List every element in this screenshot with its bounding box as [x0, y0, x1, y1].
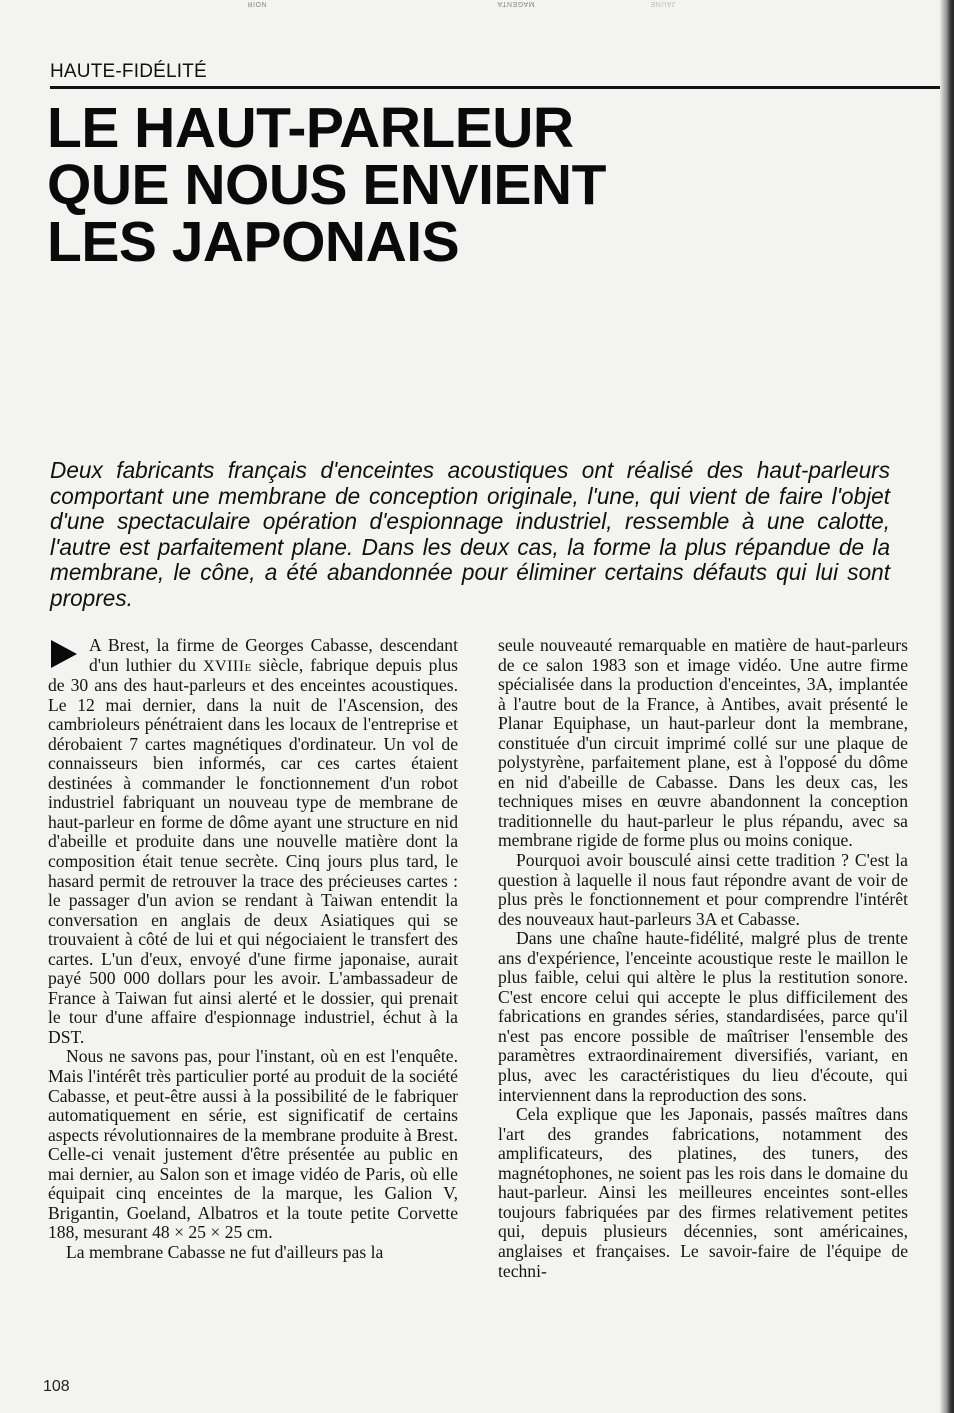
- body-paragraph: seule nouveauté remarquable en matière de haut-parleurs de ce salon 1983 son et image vidéo. Une autre firme spécialisée dans la production d'enceintes, 3A, implantée à l'autre bout de la France, à Antibes, avait présenté le Planar Equiphase, un haut-parleur dont la membrane, constituée d'un circuit imprimé collé sur une plaque de polystyrène, parfaitement plane, est à l'opposé du dôme en nid d'abeille de Cabasse. Dans les deux cas, les techniques mises en œuvre abandonnent la conception traditionnelle du haut-parleur le plus répandu, avec sa membrane rigide de forme plus ou moins conique.: [498, 635, 908, 851]
- headline-line: LE HAUT-PARLEUR: [47, 96, 574, 160]
- body-paragraph: Pourquoi avoir bousculé ainsi cette tradition ? C'est la question à laquelle il nous faut répondre avant de voir de plus près le fonctionnement et pour comprendre l'intérêt des nouveaux haut-parleurs 3A et Cabasse.: [498, 850, 908, 929]
- century-numeral: XVIIIe: [202, 657, 252, 675]
- body-paragraph: A Brest, la firme de Georges Cabasse, descendant d'un luthier du XVIIIe siècle, fabrique depuis plus de 30 ans des haut-parleurs et des enceintes acoustiques. Le 12 mai dernier, dans la nuit de l'Ascension, des cambrioleurs pénétraient dans les locaux de l'entreprise et dérobaient 7 cartes magnétiques d'ordinateur. Un vol de connaisseurs bien informés, car ces cartes étaient destinées à commander le fonctionnement d'un robot industriel fabriquant un nouveau type de membrane de haut-parleur en forme de dôme ayant une structure en nid d'abeille et produite dans une nouvelle matière dont la composition était tenue secrète. Cinq jours plus tard, le hasard permit de retrouver la trace des précieuses cartes : le passager d'un avion se rendant à Taiwan entendit la conversation en anglais de deux Asiatiques qui se trouvaient à côté de lui et qui négociaient le transfert des cartes. L'un d'eux, envoyé d'une firme japonaise, aurait payé 500 000 dollars pour les avoir. L'ambassadeur de France à Taiwan fut ainsi alerté et le dossier, qui prenait le tour d'une affaire d'espionnage industriel, échut à la DST.: [48, 635, 458, 1047]
- article-lead-paragraph: Deux fabricants français d'enceintes acoustiques ont réalisé des haut-parleurs comportant une membrane de conception originale, l'une, qui vient de faire l'objet d'une spectaculaire opération d'espionnage industriel, ressemble à une calotte, l'autre est parfaitement plane. Dans les deux cas, la forme la plus répandue de la membrane, le cône, a été abandonnée pour éliminer certains défauts qui lui sont propres.: [50, 457, 891, 611]
- registration-mark: NOIR: [247, 0, 267, 7]
- header-rule: [50, 86, 954, 89]
- body-paragraph: La membrane Cabasse ne fut d'ailleurs pas la: [66, 1241, 384, 1262]
- headline-line: QUE NOUS ENVIENT: [47, 153, 606, 217]
- body-column-left: [48, 636, 458, 1263]
- section-label: HAUTE-FIDÉLITÉ: [50, 61, 207, 82]
- body-paragraph: Dans une chaîne haute-fidélité, malgré plus de trente ans d'expérience, l'enceinte acoustique reste le maillon le plus faible, celui qui altère le plus la restitution sonore. C'est encore celui qui accepte le plus difficilement des fabrications en grandes séries, standardisées, parce qu'il n'est pas encore possible de maîtriser l'ensemble des paramètres extraordinairement diversifiés, variant, en plus, avec les caractéristiques du lieu d'écoute, qui interviennent dans la reproduction des sons.: [498, 928, 908, 1105]
- headline-line: LES JAPONAIS: [47, 210, 460, 274]
- page-number: 108: [43, 1378, 70, 1395]
- registration-mark: JAUNE: [650, 0, 676, 7]
- body-column-right: [498, 636, 908, 1281]
- article-headline: [47, 96, 606, 274]
- triangle-marker-icon: [51, 640, 77, 668]
- registration-mark: MAGENTA: [497, 0, 535, 7]
- printer-registration-marks: [0, 0, 954, 12]
- page-binding-shadow: [940, 0, 954, 1413]
- body-paragraph: Nous ne savons pas, pour l'instant, où en est l'enquête. Mais l'intérêt très particulier porté au produit de la société Cabasse, et peut-être aussi à la possibilité de le fabriquer automatiquement en série, est significatif de certains aspects révolutionnaires de la membrane produite à Brest. Celle-ci venait justement d'être présentée au public en mai dernier, au Salon son et image vidéo de Paris, où elle équipait cinq enceintes de la marque, les Galion V, Brigantin, Goeland, Albatros et la toute petite Corvette 188, mesurant 48 × 25 × 25 cm.: [48, 1046, 458, 1243]
- body-paragraph: Cela explique que les Japonais, passés maîtres dans l'art des grandes fabrications, notamment des amplificateurs, des platines, des tuners, des magnétophones, ne soient pas les rois dans le domaine du haut-parleur. Ainsi les meilleures enceintes sont-elles toujours fabriquées par des firmes relativement petites qui, depuis plusieurs décennies, sont américaines, anglaises et françaises. Le savoir-faire de l'équipe de techni-: [498, 1104, 908, 1281]
